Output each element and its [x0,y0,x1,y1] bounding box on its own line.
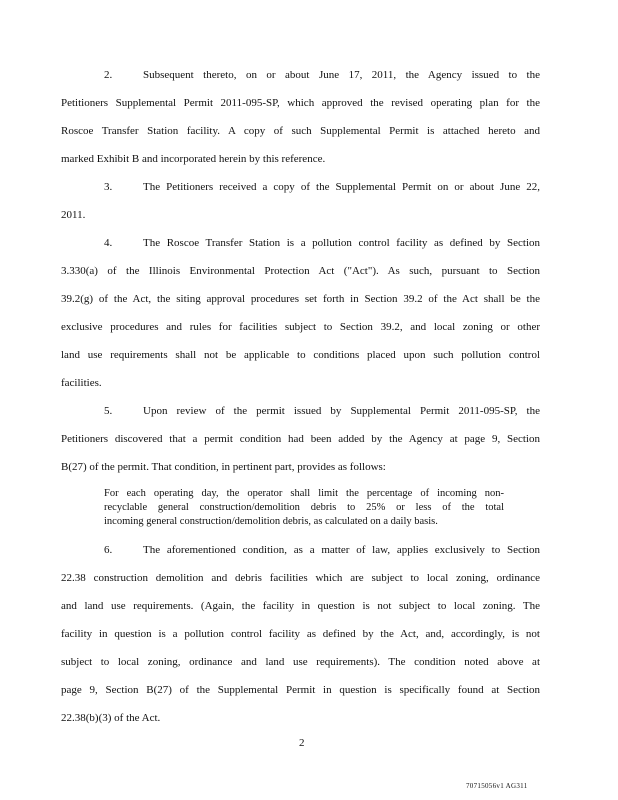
paragraph-2-number: 2. [104,69,113,81]
paragraph-6-number: 6. [104,544,113,556]
paragraph-6-line-5: subject to local zoning, ordinance and land use requirements). The condition noted above at [61,656,540,668]
paragraph-2-line-3: Roscoe Transfer Station facility. A copy of such Supplemental Permit is attached hereto and [61,125,540,137]
paragraph-4-line-1: The Roscoe Transfer Station is a pollution control facility as defined by Section [143,237,540,249]
paragraph-4-line-6: facilities. [61,377,102,389]
paragraph-6-line-6: page 9, Section B(27) of the Supplemental Permit in question is specifically found at Section [61,684,540,696]
paragraph-5-line-1: Upon review of the permit issued by Supplemental Permit 2011-095-SP, the [143,405,540,417]
paragraph-3-number: 3. [104,181,113,193]
document-footer-code: 70715056v1 AG311 [466,782,528,790]
paragraph-6-line-4: facility in question is a pollution control facility as defined by the Act, and, accordingly, is not [61,628,540,640]
paragraph-2-line-1: Subsequent thereto, on or about June 17, 2011, the Agency issued to the [143,69,540,81]
quote-line-3: incoming general construction/demolition debris, as calculated on a daily basis. [104,516,438,527]
paragraph-4-line-2: 3.330(a) of the Illinois Environmental Protection Act ("Act"). As such, pursuant to Section [61,265,540,277]
paragraph-4-line-5: land use requirements shall not be applicable to conditions placed upon such pollution control [61,349,540,361]
paragraph-5-number: 5. [104,405,113,417]
paragraph-3-line-2: 2011. [61,209,86,221]
paragraph-6-line-1: The aforementioned condition, as a matter of law, applies exclusively to Section [143,544,540,556]
paragraph-2-line-2: Petitioners Supplemental Permit 2011-095-SP, which approved the revised operating plan for the [61,97,540,109]
paragraph-5-line-3: B(27) of the permit. That condition, in pertinent part, provides as follows: [61,461,386,473]
paragraph-6-line-2: 22.38 construction demolition and debris facilities which are subject to local zoning, ordinance [61,572,540,584]
quote-line-2: recyclable general construction/demolition debris to 25% or less of the total [104,502,504,513]
paragraph-6-line-7: 22.38(b)(3) of the Act. [61,712,161,724]
paragraph-4-line-4: exclusive procedures and rules for facilities subject to Section 39.2, and local zoning or other [61,321,540,333]
paragraph-2-line-4: marked Exhibit B and incorporated herein by this reference. [61,153,326,165]
paragraph-4-line-3: 39.2(g) of the Act, the siting approval procedures set forth in Section 39.2 of the Act shall be the [61,293,540,305]
page-number: 2 [299,737,305,749]
paragraph-4-number: 4. [104,237,113,249]
paragraph-6-line-3: and land use requirements. (Again, the facility in question is not subject to local zoning. The [61,600,540,612]
quote-line-1: For each operating day, the operator shall limit the percentage of incoming non- [104,488,504,499]
paragraph-5-line-2: Petitioners discovered that a permit condition had been added by the Agency at page 9, Section [61,433,540,445]
paragraph-3-line-1: The Petitioners received a copy of the Supplemental Permit on or about June 22, [143,181,540,193]
